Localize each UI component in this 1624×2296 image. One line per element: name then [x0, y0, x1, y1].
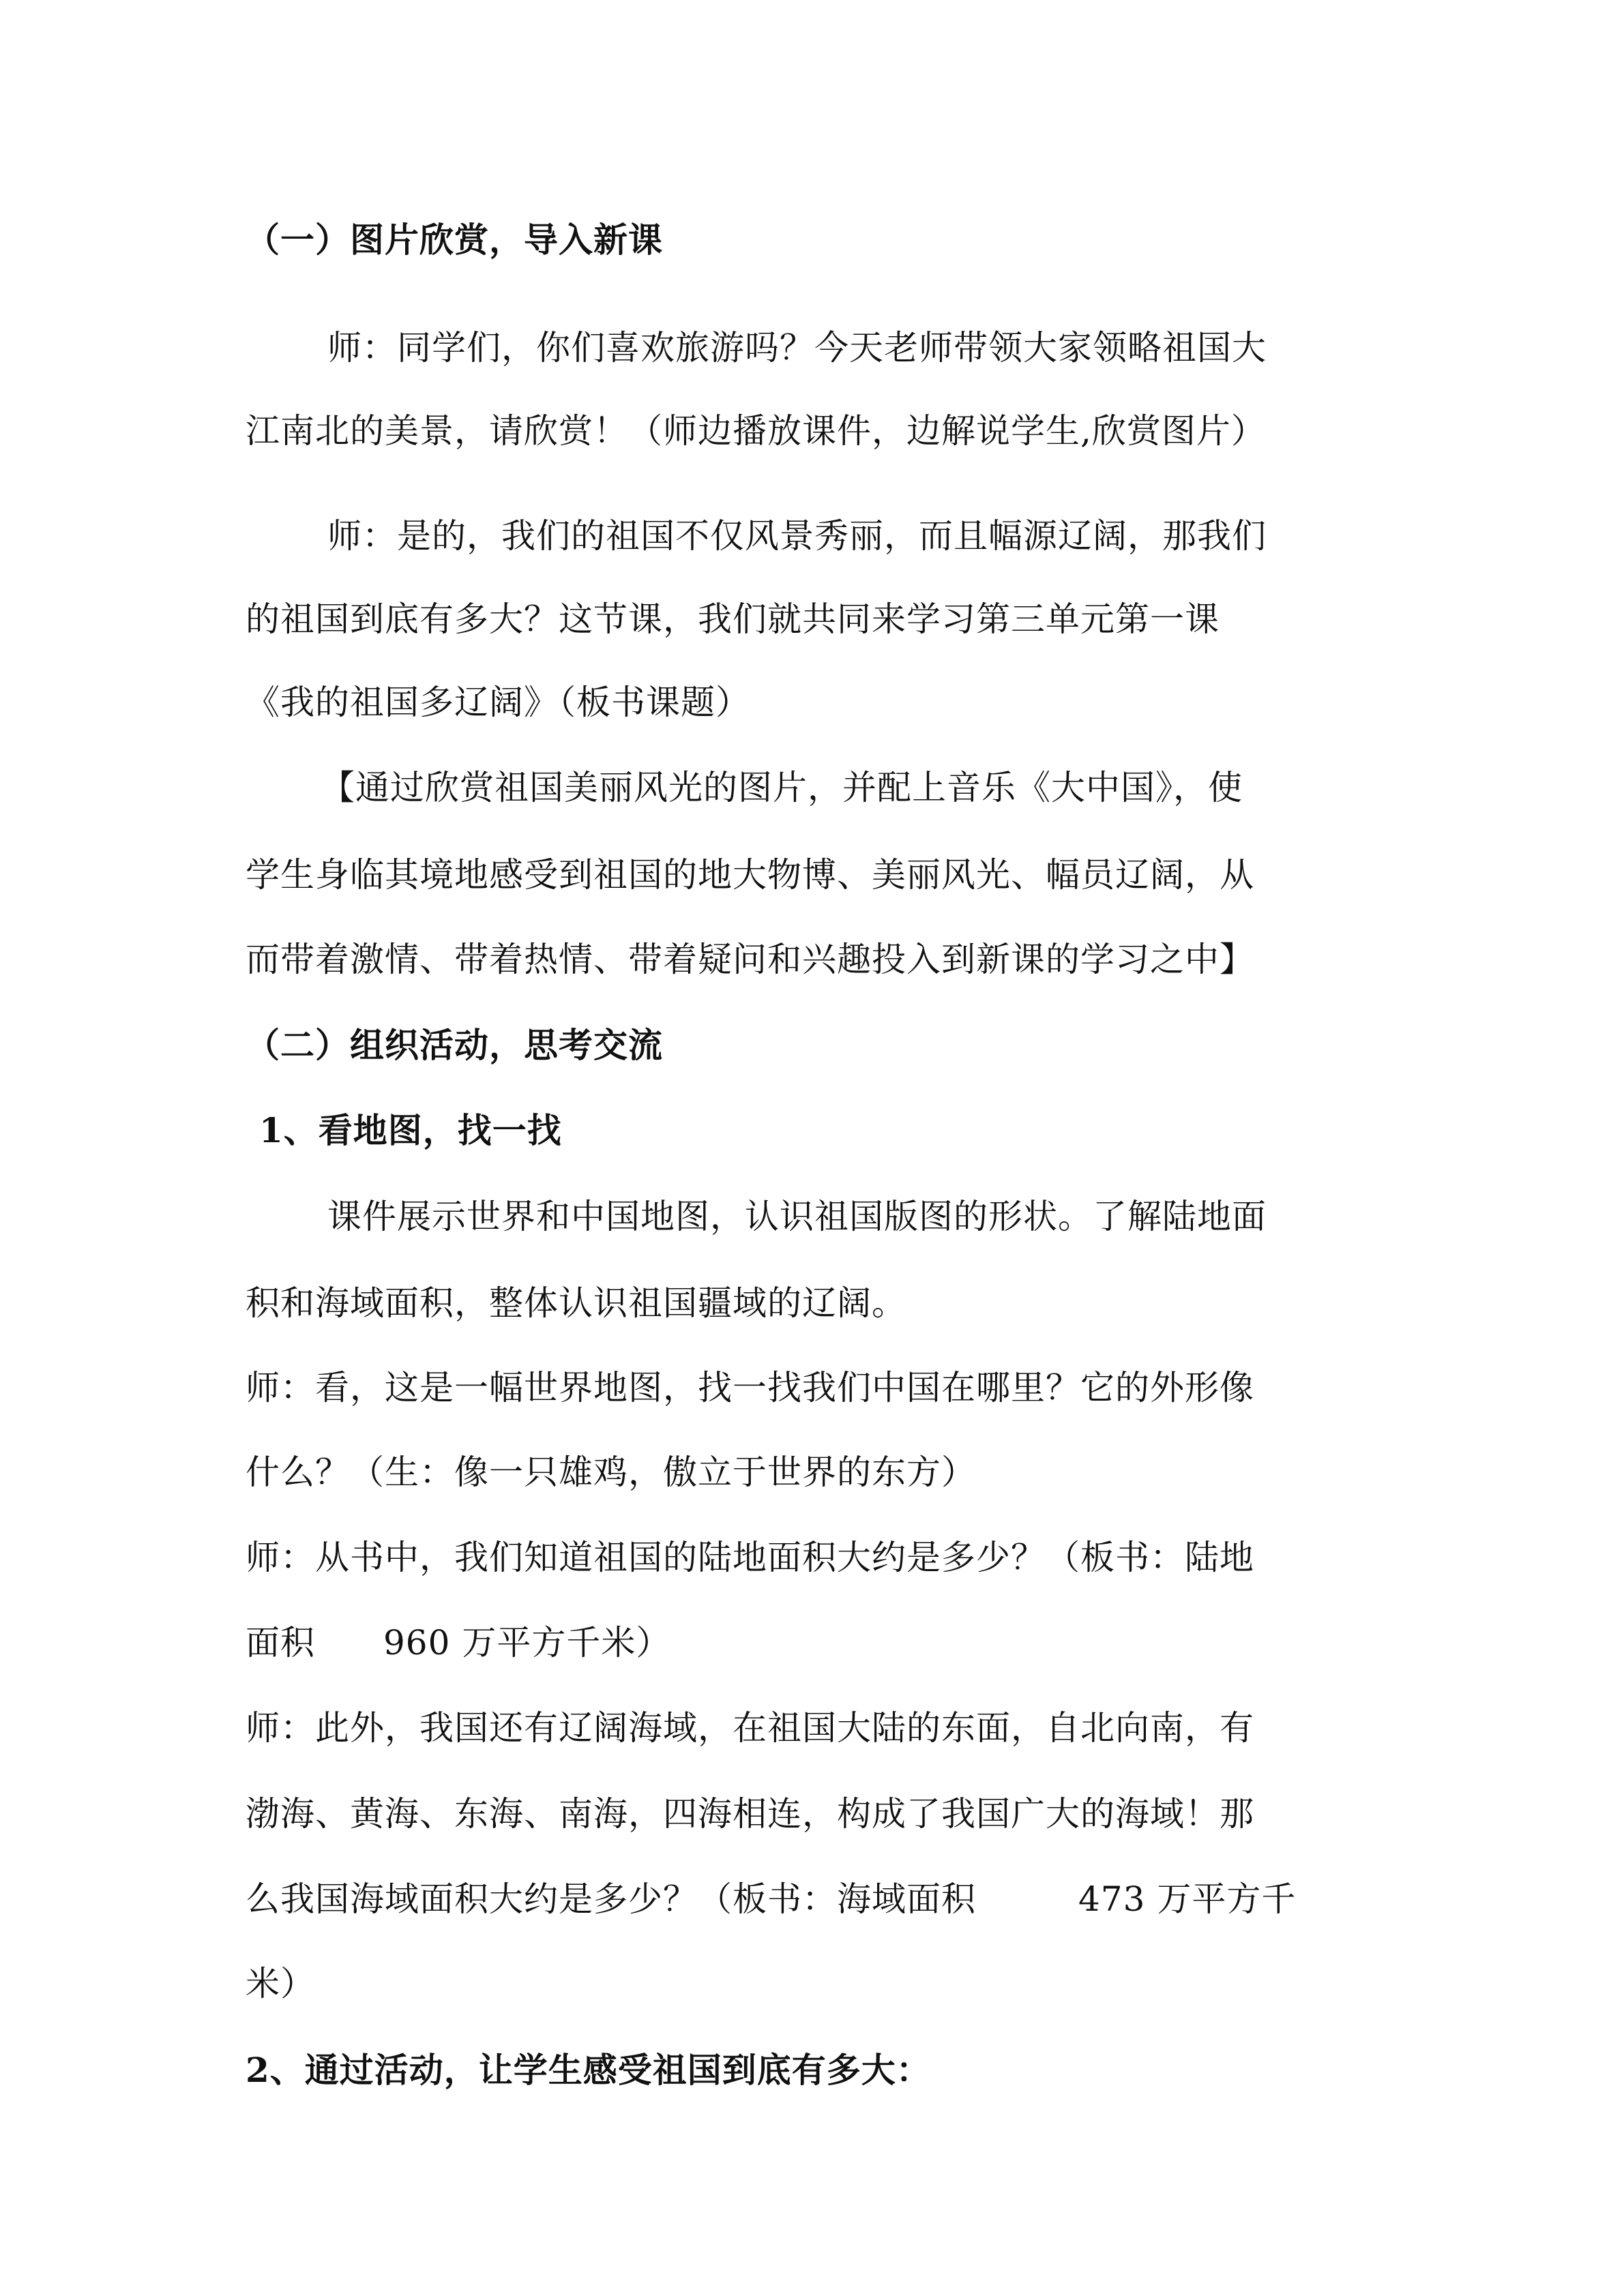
- paragraph-line: 课件展示世界和中国地图，认识祖国版图的形状。了解陆地面: [327, 1197, 1267, 1236]
- paragraph-line: 渤海、黄海、东海、南海，四海相连，构成了我国广大的海域！那: [246, 1794, 1254, 1834]
- paragraph-line: [246, 1622, 670, 1663]
- board-label: 面积: [246, 1623, 315, 1663]
- paragraph-line: 什么？（生：像一只雄鸡，傲立于世界的东方）: [246, 1452, 976, 1492]
- paragraph-line: 学生身临其境地感受到祖国的地大物博、美丽风光、幅员辽阔，从: [246, 855, 1254, 895]
- paragraph-line: 《我的祖国多辽阔》（板书课题）: [246, 683, 750, 722]
- paragraph-line: 师：此外，我国还有辽阔海域，在祖国大陆的东面，自北向南，有: [246, 1708, 1254, 1748]
- paragraph-line: 的祖国到底有多大？这节课，我们就共同来学习第三单元第一课: [246, 599, 1220, 639]
- sea-area-value: 473 万平方千: [1078, 1879, 1297, 1919]
- subsection-heading-2: 2、通过活动，让学生感受祖国到底有多大：: [246, 2050, 931, 2090]
- section-heading-2: （二）组织活动，思考交流: [246, 1025, 663, 1065]
- paragraph-line: 师：看，这是一幅世界地图，找一找我们中国在哪里？它的外形像: [246, 1368, 1254, 1407]
- paragraph-line: 师：同学们，你们喜欢旅游吗？今天老师带领大家领略祖国大: [327, 328, 1267, 368]
- paragraph-line: 而带着激情、带着热情、带着疑问和兴趣投入到新课的学习之中】: [246, 940, 1254, 979]
- paragraph-line: 【通过欣赏祖国美丽风光的图片，并配上音乐《大中国》，使: [321, 768, 1243, 807]
- section-heading-1: （一）图片欣赏，导入新课: [246, 220, 663, 260]
- paragraph-line: 师：从书中，我们知道祖国的陆地面积大约是多少？（板书：陆地: [246, 1538, 1254, 1577]
- paragraph-line: 米）: [246, 1964, 315, 2003]
- board-label: 么我国海域面积大约是多少？（板书：海域面积: [246, 1879, 976, 1919]
- paragraph-line: 积和海域面积，整体认识祖国疆域的辽阔。: [246, 1283, 906, 1323]
- paragraph-line: [246, 1879, 1296, 1920]
- paragraph-line: 江南北的美景，请欣赏！（师边播放课件，边解说学生,欣赏图片）: [246, 411, 1266, 451]
- subsection-heading-1: 1、看地图，找一找: [259, 1110, 562, 1150]
- land-area-value: 960 万平方千米）: [383, 1623, 671, 1663]
- paragraph-line: 师：是的，我们的祖国不仅风景秀丽，而且幅源辽阔，那我们: [327, 516, 1267, 556]
